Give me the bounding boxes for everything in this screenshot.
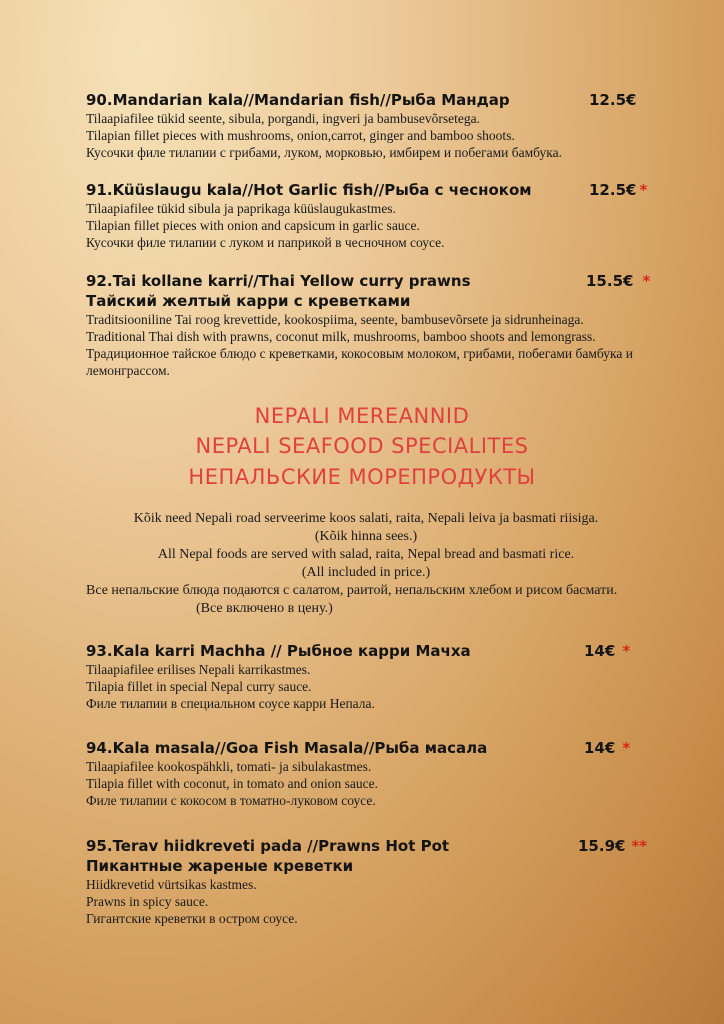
menu-item	[86, 180, 666, 251]
item-desc-ru: Гигантские креветки в остром соусе.	[86, 911, 298, 926]
item-name: 91.Küüslaugu kala//Hot Garlic fish//Рыба с чесноком	[86, 181, 532, 199]
spicy-stars: *	[642, 272, 651, 290]
item-desc-en: Traditional Thai dish with prawns, coconut milk, mushrooms, bamboo shoots and lemongrass.	[86, 329, 596, 344]
item-price: 12.5€ *	[589, 181, 648, 199]
intro-ru: Все непальские блюда подаются с салатом, раитой, непальским хлебом и рисом басмати. (Все включено в цену.)	[86, 583, 618, 616]
item-desc-en: Tilapian fillet pieces with mushrooms, onion,carrot, ginger and bamboo shoots.	[86, 128, 515, 143]
section-heading-et: NEPALI MEREANNID	[254, 404, 470, 428]
item-subtitle: Пикантные жареные креветки	[86, 857, 354, 875]
item-name: 90.Mandarian kala//Mandarian fish//Рыба Мандар	[86, 91, 510, 109]
item-name: 92.Tai kollane karri//Thai Yellow curry prawns	[86, 272, 471, 290]
menu-item	[86, 641, 666, 712]
item-desc-ru: Кусочки филе тилапии с луком и паприкой в чесночном соусе.	[86, 235, 445, 250]
item-name: 94.Kala masala//Goa Fish Masala//Рыба масала	[86, 739, 488, 757]
item-name: 95.Terav hiidkreveti pada //Prawns Hot Pot	[86, 837, 450, 855]
item-desc-et: Tilaapiafilee kookospähkli, tomati- ja sibulakastmes.	[86, 759, 372, 774]
item-title	[86, 90, 666, 110]
intro-en-note: (All included in price.)	[301, 565, 431, 580]
item-title	[86, 738, 666, 758]
intro-et-note: (Kõik hinna sees.)	[314, 529, 418, 544]
menu-item	[86, 90, 666, 161]
item-desc-en: Tilapia fillet in special Nepal curry sauce.	[86, 679, 312, 694]
spicy-stars: *	[622, 642, 631, 660]
intro-ru-note: (Все включено в цену.)	[196, 601, 333, 616]
spicy-stars: *	[639, 181, 648, 199]
item-name: 93.Kala karri Machha // Рыбное карри Мачха	[86, 642, 471, 660]
section-heading-en: NEPALI SEAFOOD SPECIALITES	[195, 434, 529, 458]
section-intro	[86, 510, 646, 618]
item-desc-et: Hiidkrevetid vürtsikas kastmes.	[86, 877, 257, 892]
section-heading-ru: НЕПАЛЬСКИЕ МОРЕПРОДУКТЫ	[188, 465, 536, 489]
intro-et: Kõik need Nepali road serveerime koos salati, raita, Nepali leiva ja basmati riisiga.	[133, 511, 599, 526]
item-price: 12.5€	[589, 91, 637, 109]
item-desc-et: Traditsiooniline Tai roog krevettide, kookospiima, seente, bambusevõrsete ja sidrunheinaga.	[86, 312, 584, 327]
item-desc-ru: Кусочки филе тилапии с грибами, луком, морковью, имбирем и побегами бамбука.	[86, 145, 562, 160]
menu-item	[86, 271, 666, 379]
menu-item	[86, 738, 666, 809]
item-desc-et: Tilaapiafilee erilises Nepali karrikastmes.	[86, 662, 311, 677]
item-desc-en: Prawns in spicy sauce.	[86, 894, 209, 909]
item-price: 15.9€ **	[578, 837, 648, 855]
item-price: 14€ *	[584, 739, 631, 757]
item-desc-et: Tilaapiafilee tükid seente, sibula, porgandi, ingveri ja bambusevõrsetega.	[86, 111, 481, 126]
item-desc-et: Tilaapiafilee tükid sibula ja paprikaga küüslaugukastmes.	[86, 201, 396, 216]
item-desc-ru: Филе тилапии в специальном соусе карри Непала.	[86, 696, 375, 711]
item-subtitle: Тайский желтый карри с креветками	[86, 292, 411, 310]
item-desc-ru: Филе тилапии с кокосом в томатно-луковом соусе.	[86, 793, 376, 808]
intro-en: All Nepal foods are served with salad, raita, Nepal bread and basmati rice.	[157, 547, 575, 562]
item-desc-en: Tilapian fillet pieces with onion and capsicum in garlic sauce.	[86, 218, 420, 233]
spicy-stars: **	[631, 837, 648, 855]
item-desc-en: Tilapia fillet with coconut, in tomato and onion sauce.	[86, 776, 378, 791]
item-title	[86, 836, 666, 856]
menu-item	[86, 836, 666, 927]
item-price: 15.5€ *	[586, 272, 651, 290]
item-title	[86, 180, 666, 200]
item-desc-ru: Традиционное тайское блюдо с креветками, кокосовым молоком, грибами, побегами бамбука и лемонграссом.	[86, 346, 633, 378]
spicy-stars: *	[622, 739, 631, 757]
item-title	[86, 271, 666, 291]
item-title	[86, 641, 666, 661]
item-price: 14€ *	[584, 642, 631, 660]
